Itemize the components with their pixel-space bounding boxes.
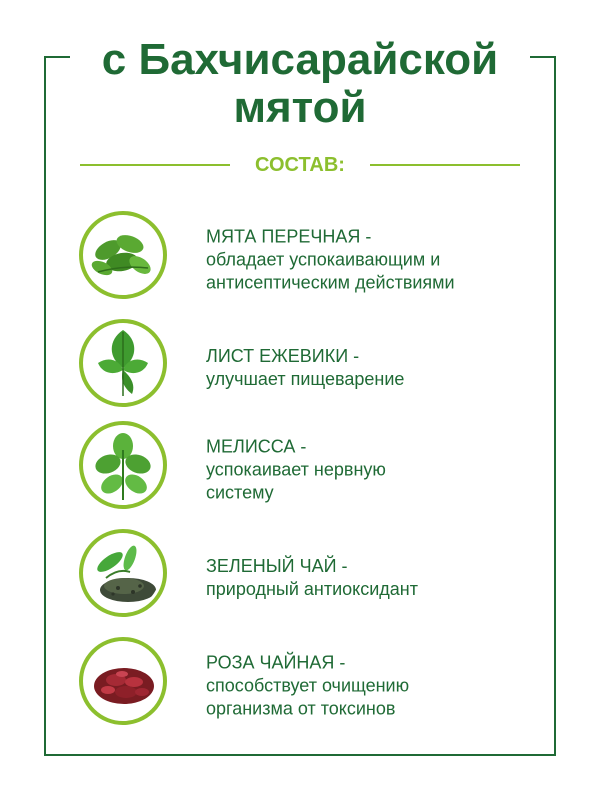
ingredient-text <box>206 226 455 295</box>
ingredient-name: ЛИСТ ЕЖЕВИКИ - <box>206 346 360 366</box>
section-header <box>80 150 520 180</box>
mint-leaves-icon <box>78 210 168 300</box>
ingredient-desc-line1: улучшает пищеварение <box>206 369 405 389</box>
ingredient-desc-line2: систему <box>206 482 274 503</box>
ingredient-desc-line1: успокаивает нервную <box>206 459 386 480</box>
ingredient-item-blackberry-leaf <box>78 318 538 418</box>
ingredient-item-tea-rose <box>78 636 538 736</box>
lemon-balm-icon <box>78 420 168 510</box>
ingredient-item-lemon-balm <box>78 420 538 520</box>
ingredient-text <box>206 555 418 601</box>
ingredient-desc-line1: обладает успокаивающим и <box>206 249 441 270</box>
ingredient-text <box>206 345 404 391</box>
section-divider-right <box>370 164 520 166</box>
title-line-2: мятой <box>233 83 367 132</box>
ingredient-desc-line1: способствует очищению <box>206 675 410 696</box>
blackberry-leaf-icon <box>78 318 168 408</box>
ingredient-text <box>206 436 386 505</box>
ingredient-desc-line1: природный антиоксидант <box>206 579 418 599</box>
section-label: СОСТАВ: <box>255 154 345 176</box>
ingredient-name: ЗЕЛЕНЫЙ ЧАЙ - <box>206 556 348 576</box>
ingredient-desc-line2: антисептическим действиями <box>206 272 455 293</box>
ingredient-name: РОЗА ЧАЙНАЯ - <box>206 652 346 673</box>
title-line-1: с Бахчисарайской <box>101 35 499 84</box>
green-tea-icon <box>78 528 168 618</box>
tea-rose-petals-icon <box>78 636 168 726</box>
ingredient-text <box>206 652 409 721</box>
ingredient-name: МЯТА ПЕРЕЧНАЯ - <box>206 226 372 247</box>
ingredient-item-mint <box>78 210 538 310</box>
ingredient-name: МЕЛИССА - <box>206 436 307 457</box>
ingredient-item-green-tea <box>78 528 538 628</box>
section-divider-left <box>80 164 230 166</box>
ingredient-desc-line2: организма от токсинов <box>206 698 396 719</box>
